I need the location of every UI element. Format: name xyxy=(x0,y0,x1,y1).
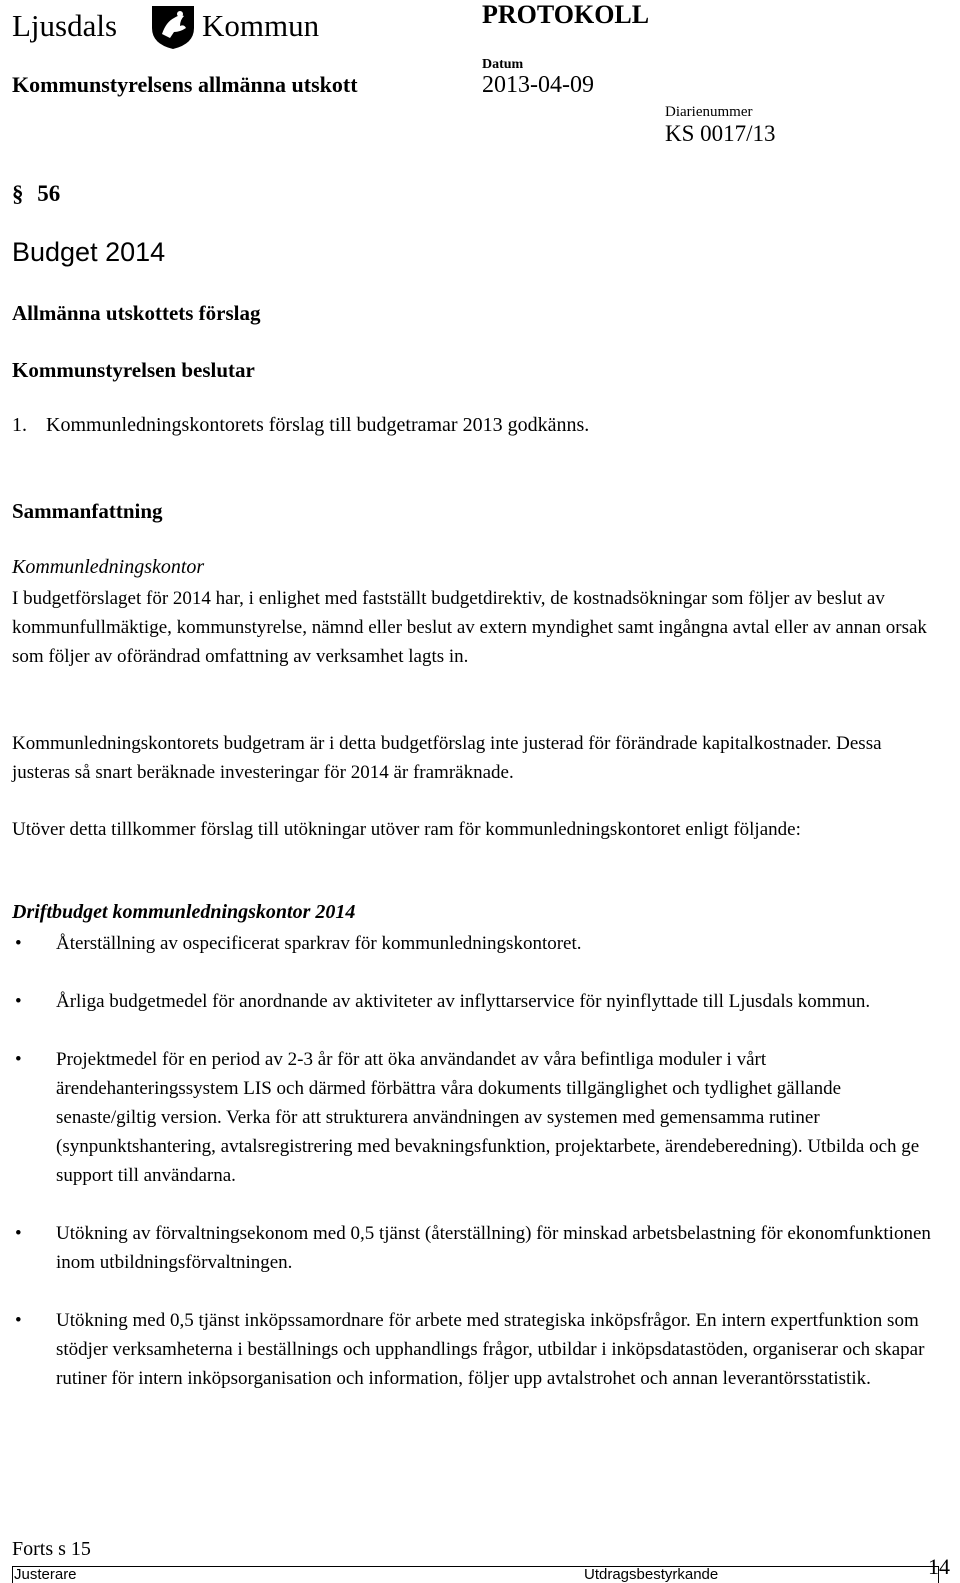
list-item: • Utökning med 0,5 tjänst inköpssamordnare för arbete med strategiska inköpsfrågor. En intern expertfunktion som stödjer verksamheterna i beställnings och upphandlings frågor, utbildar i inköpsdatastöden, organiserar och skapar rutiner för intern inköpsorganisation och information, följer upp avtalstrohet och annan leverantörsstatistik. xyxy=(12,1306,938,1393)
list-item: • Återställning av ospecificerat sparkrav för kommunledningskontoret. xyxy=(12,929,938,958)
section-symbol-icon: § xyxy=(12,181,24,206)
footer-box-left xyxy=(12,1566,13,1583)
footer-divider xyxy=(12,1566,938,1567)
page-title: Budget 2014 xyxy=(12,237,166,267)
page-number: 14 xyxy=(928,1554,950,1579)
municipality-logo xyxy=(12,2,332,50)
logo-text-ljusdals: Ljusdals xyxy=(12,8,118,43)
date-label: Datum xyxy=(482,57,524,72)
date-value: 2013-04-09 xyxy=(482,72,594,98)
utdragsbestyrkande-label: Utdragsbestyrkande xyxy=(584,1566,719,1583)
committee-name: Kommunstyrelsens allmänna utskott xyxy=(12,72,358,97)
list-item: • Årliga budgetmedel för anordnande av aktiviteter av inflyttarservice för nyinflyttade till Ljusdals kommun. xyxy=(12,987,938,1016)
bullet-icon: • xyxy=(15,1049,22,1070)
paragraph-number: § 56 xyxy=(12,181,61,206)
summary-paragraph-1: I budgetförslaget för 2014 har, i enlighet med fastställt budgetdirektiv, de kostnadsökningar som följer av beslut av kommunfullmäktige, kommunstyrelse, nämnd eller beslut av extern myndighet samt ingångna avtal eller av annan orsak som följer av oförändrad omfattning av verksamhet lagts in. xyxy=(12,588,927,667)
coat-of-arms-icon xyxy=(144,2,202,50)
summary-heading: Sammanfattning xyxy=(12,499,163,523)
bullet-icon: • xyxy=(15,991,22,1012)
continued-note: Forts s 15 xyxy=(12,1538,91,1560)
list-item: • Utökning av förvaltningsekonom med 0,5 tjänst (återställning) för minskad arbetsbelastning för ekonomfunktionen inom utbildningsförvaltningen. xyxy=(12,1219,938,1277)
decision-heading: Kommunstyrelsen beslutar xyxy=(12,358,255,382)
budget-heading: Driftbudget kommunledningskontor 2014 xyxy=(12,901,356,923)
diarienummer-value: KS 0017/13 xyxy=(665,121,776,146)
summary-paragraph-2: Kommunledningskontorets budgetram är i detta budgetförslag inte justerad för förändrade kapitalkostnader. Dessa justeras så snart beräknade investeringar för 2014 är framräknade. xyxy=(12,733,882,783)
diarienummer-label: Diarienummer xyxy=(665,104,753,120)
budget-bullet-list xyxy=(12,929,938,1393)
summary-paragraph-3: Utöver detta tillkommer förslag till utökningar utöver ram för kommunledningskontoret enligt följande: xyxy=(12,819,801,840)
proposal-heading: Allmänna utskottets förslag xyxy=(12,301,261,325)
bullet-icon: • xyxy=(15,933,22,954)
summary-subheading: Kommunledningskontor xyxy=(12,556,205,578)
document-type: PROTOKOLL xyxy=(482,0,650,29)
bullet-icon: • xyxy=(15,1223,22,1244)
justerare-label: Justerare xyxy=(14,1566,77,1583)
logo-text-kommun: Kommun xyxy=(202,8,320,43)
bullet-icon: • xyxy=(15,1310,22,1331)
list-item: • Projektmedel för en period av 2-3 år för att öka användandet av våra befintliga moduler i vårt ärendehanteringssystem LIS och därmed förbättra våra dokuments tillgänglighet och tydlighet gällande senaste/giltig version. Verka för att strukturera användningen av systemen med gemensamma rutiner (synpunktshantering, avtalsregistrering med bevakningsfunktion, projektarbete, ärendeberedning). Utbilda och ge support till användarna. xyxy=(12,1045,938,1190)
decision-item: 1. Kommunledningskontorets förslag till budgetramar 2013 godkänns. xyxy=(12,414,590,436)
